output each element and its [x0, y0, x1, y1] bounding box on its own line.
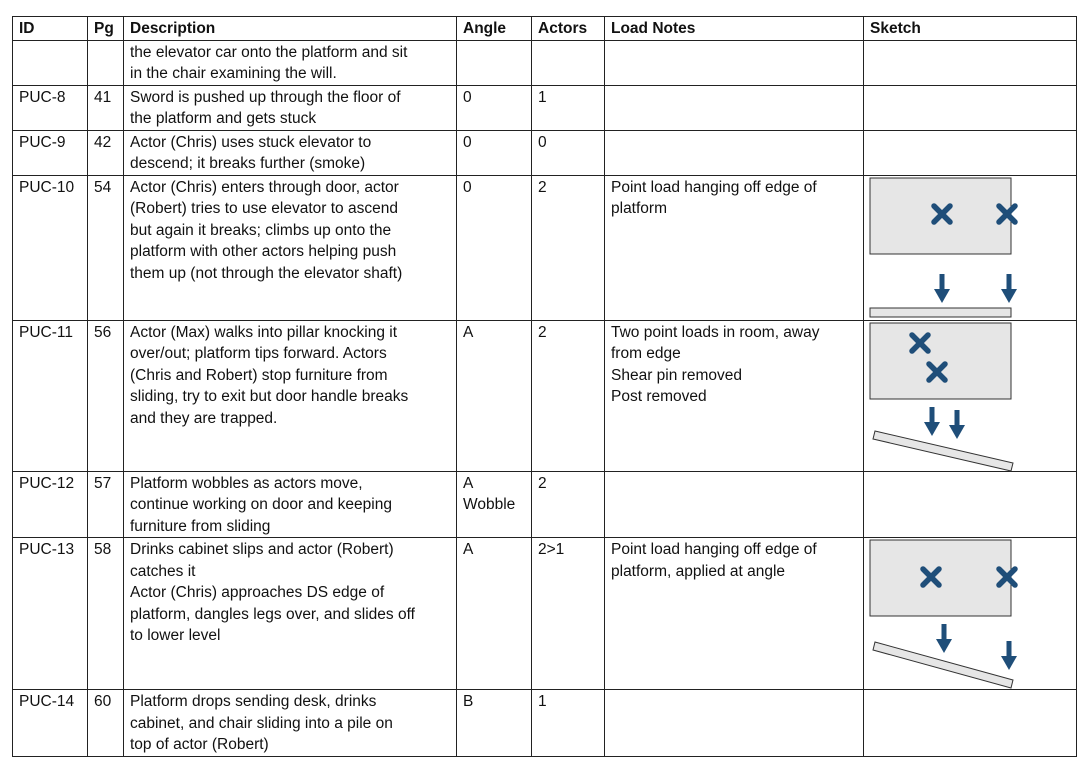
- cell-pg: 60: [88, 690, 124, 757]
- cell-id: [13, 40, 88, 85]
- table-row: [13, 130, 1077, 175]
- table-row: [13, 85, 1077, 130]
- cell-id: PUC-12: [13, 471, 88, 538]
- cell-description: Platform wobbles as actors move, continue working on door and keeping furniture from sliding: [124, 471, 457, 538]
- platform-bar-icon: [873, 431, 1013, 471]
- cell-pg: 58: [88, 538, 124, 690]
- cell-angle: B: [457, 690, 532, 757]
- down-arrow-icon: [934, 274, 950, 303]
- cell-pg: 54: [88, 175, 124, 320]
- cell-load-notes: Two point loads in room, away from edge Shear pin removed Post removed: [605, 320, 864, 471]
- cell-actors: 2: [532, 320, 605, 471]
- header-row: [13, 17, 1077, 41]
- cell-id: PUC-10: [13, 175, 88, 320]
- cell-description: Drinks cabinet slips and actor (Robert) catches it Actor (Chris) approaches DS edge of platform, dangles legs over, and slides off to lower level: [124, 538, 457, 690]
- platform-room-box: [870, 540, 1011, 616]
- cell-angle: [457, 40, 532, 85]
- header-sketch: Sketch: [864, 17, 1077, 41]
- cell-load-notes: [605, 130, 864, 175]
- cell-pg: 42: [88, 130, 124, 175]
- cell-sketch: [864, 40, 1077, 85]
- cell-load-notes: [605, 471, 864, 538]
- cell-actors: 2: [532, 175, 605, 320]
- sketch-overhang-load: [864, 176, 1077, 321]
- cell-pg: 56: [88, 320, 124, 471]
- cell-sketch: [864, 690, 1077, 757]
- cell-description: Actor (Chris) uses stuck elevator to descend; it breaks further (smoke): [124, 130, 457, 175]
- cell-pg: [88, 40, 124, 85]
- down-arrow-icon: [924, 407, 940, 436]
- down-arrow-icon: [936, 624, 952, 653]
- cell-description: the elevator car onto the platform and sit in the chair examining the will.: [124, 40, 457, 85]
- down-arrow-icon: [949, 410, 965, 439]
- down-arrow-icon: [1001, 274, 1017, 303]
- cell-description: Actor (Max) walks into pillar knocking it over/out; platform tips forward. Actors (Chris and Robert) stop furniture from sliding, try to exit but door handle breaks and they are trapped.: [124, 320, 457, 471]
- cell-actors: 1: [532, 85, 605, 130]
- cell-sketch: [864, 320, 1077, 471]
- cell-id: PUC-8: [13, 85, 88, 130]
- cell-load-notes: [605, 40, 864, 85]
- cell-actors: 2>1: [532, 538, 605, 690]
- cell-sketch: [864, 175, 1077, 320]
- cell-description: Actor (Chris) enters through door, actor (Robert) tries to use elevator to ascend but again it breaks; climbs up onto the platform with other actors helping push them up (not through the elevator shaft): [124, 175, 457, 320]
- cell-pg: 41: [88, 85, 124, 130]
- header-description: Description: [124, 17, 457, 41]
- scene-load-table: [12, 16, 1077, 757]
- cell-angle: A: [457, 320, 532, 471]
- cell-sketch: [864, 538, 1077, 690]
- cell-load-notes: [605, 690, 864, 757]
- table-row: [13, 40, 1077, 85]
- header-angle: Angle: [457, 17, 532, 41]
- cell-pg: 57: [88, 471, 124, 538]
- cell-sketch: [864, 471, 1077, 538]
- platform-room-box: [870, 323, 1011, 399]
- sketch-tilted-platform: [864, 321, 1077, 472]
- header-actors: Actors: [532, 17, 605, 41]
- cell-sketch: [864, 130, 1077, 175]
- cell-load-notes: Point load hanging off edge of platform, applied at angle: [605, 538, 864, 690]
- table-row: [13, 175, 1077, 320]
- platform-bar-icon: [870, 308, 1011, 317]
- cell-actors: 2: [532, 471, 605, 538]
- cell-angle: A: [457, 538, 532, 690]
- cell-id: PUC-9: [13, 130, 88, 175]
- cell-id: PUC-11: [13, 320, 88, 471]
- table-row: [13, 538, 1077, 690]
- cell-angle: A Wobble: [457, 471, 532, 538]
- sketch-angled-overhang-load: [864, 538, 1077, 690]
- table-row: [13, 471, 1077, 538]
- cell-angle: 0: [457, 85, 532, 130]
- cell-description: Platform drops sending desk, drinks cabinet, and chair sliding into a pile on top of actor (Robert): [124, 690, 457, 757]
- header-id: ID: [13, 17, 88, 41]
- cell-sketch: [864, 85, 1077, 130]
- down-arrow-icon: [1001, 641, 1017, 670]
- cell-angle: 0: [457, 130, 532, 175]
- cell-actors: 1: [532, 690, 605, 757]
- header-load-notes: Load Notes: [605, 17, 864, 41]
- cell-id: PUC-13: [13, 538, 88, 690]
- table-row: [13, 320, 1077, 471]
- cell-actors: [532, 40, 605, 85]
- cell-angle: 0: [457, 175, 532, 320]
- cell-description: Sword is pushed up through the floor of the platform and gets stuck: [124, 85, 457, 130]
- cell-load-notes: Point load hanging off edge of platform: [605, 175, 864, 320]
- cell-actors: 0: [532, 130, 605, 175]
- table-row: [13, 690, 1077, 757]
- cell-id: PUC-14: [13, 690, 88, 757]
- cell-load-notes: [605, 85, 864, 130]
- header-pg: Pg: [88, 17, 124, 41]
